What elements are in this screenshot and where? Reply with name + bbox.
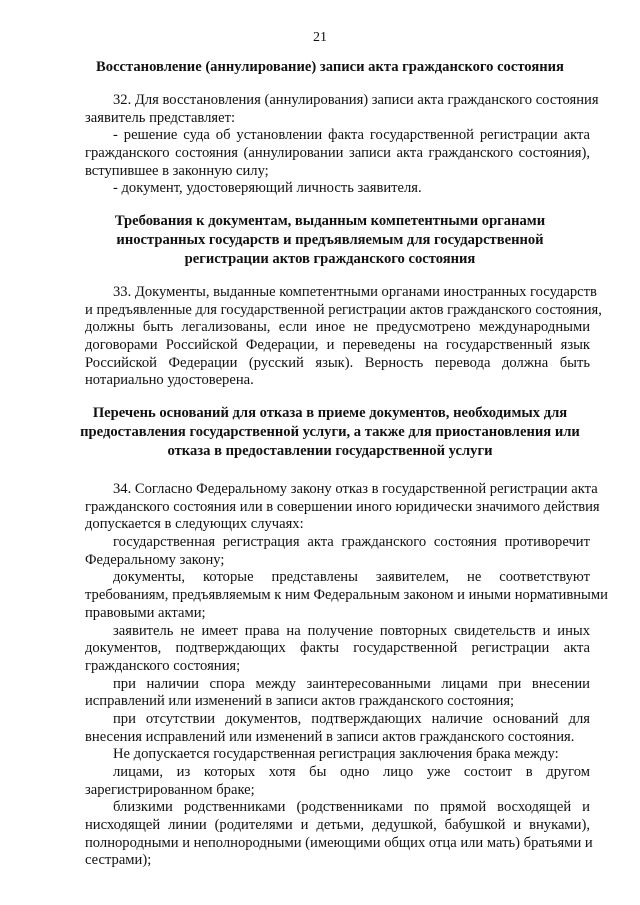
text-line: и предъявленные для государственной регистрации актов гражданского состояния, — [85, 301, 602, 318]
text-line: при наличии спора между заинтересованными лицами при внесении — [113, 675, 590, 692]
text-line: Перечень оснований для отказа в приеме документов, необходимых для — [92, 405, 568, 421]
text-line: Не допускается государственная регистрация заключения брака между: — [113, 746, 559, 763]
text-line: внесения исправлений или изменений в записи актов гражданского состояния. — [85, 728, 575, 745]
heading-refusal-grounds — [70, 404, 590, 461]
text-line: исправлений или изменений в записи актов гражданского состояния; — [85, 693, 515, 710]
text-line: сестрами); — [85, 852, 152, 869]
text-line: заявитель представляет: — [85, 109, 236, 126]
paragraph-34 — [85, 481, 608, 870]
text-line: регистрации актов гражданского состояния — [184, 251, 476, 267]
text-line: вступившее в законную силу; — [85, 162, 269, 179]
text-line: полнородными и неполнородными (имеющими общих отца или мать) братьями и — [85, 834, 593, 851]
text-line: документы, которые представлены заявителем, не соответствуют — [113, 569, 590, 586]
text-line: гражданского состояния (аннулировании записи акта гражданского состояния), — [85, 145, 590, 162]
text-line: гражданского состояния; — [85, 657, 241, 674]
text-line: документов, подтверждающих факты государственной регистрации акта — [85, 640, 590, 657]
text-line: при отсутствии документов, подтверждающих наличие оснований для — [113, 710, 590, 727]
page-number: 21 — [313, 30, 327, 45]
text-line: - документ, удостоверяющий личность заявителя. — [113, 180, 422, 197]
text-line: 34. Согласно Федеральному закону отказ в государственной регистрации акта — [113, 481, 598, 497]
text-line: Восстановление (аннулирование) записи акта гражданского состояния — [96, 59, 564, 75]
text-line: гражданского состояния или в совершении иного юридически значимого действия — [85, 498, 600, 515]
text-line: зарегистрированном браке; — [85, 781, 255, 798]
text-line: правовыми актами; — [85, 604, 206, 621]
text-line: Российской Федерации (русский язык). Верность перевода должна быть — [85, 354, 590, 371]
text-line: лицами, из которых хотя бы одно лицо уже состоит в другом — [113, 764, 590, 780]
text-line: нотариально удостоверена. — [85, 372, 254, 389]
text-line: требованиям, предъявляемым к ним Федеральным законом и иными нормативными — [85, 587, 608, 604]
text-line: близкими родственниками (родственниками по прямой восходящей и — [113, 799, 590, 816]
text-line: заявитель не имеет права на получение повторных свидетельств и иных — [113, 622, 590, 639]
text-line: 32. Для восстановления (аннулирования) записи акта гражданского состояния — [113, 92, 599, 108]
text-line: должны быть легализованы, если иное не предусмотрено международными — [85, 319, 590, 336]
text-line: отказа в предоставлении государственной услуги — [167, 443, 493, 459]
heading-document-requirements — [70, 212, 590, 269]
paragraph-33 — [85, 284, 602, 390]
text-line: 33. Документы, выданные компетентными органами иностранных государств — [113, 284, 597, 300]
heading-restoration — [70, 58, 590, 77]
text-line: иностранных государств и предъявляемым для государственной — [116, 232, 544, 248]
text-line: договорами Российской Федерации, и переведены на государственный язык — [85, 337, 590, 354]
text-line: государственная регистрация акта гражданского состояния противоречит — [113, 534, 590, 551]
text-line: допускается в следующих случаях: — [85, 516, 304, 533]
text-line: - решение суда об установлении факта государственной регистрации акта — [113, 127, 590, 144]
paragraph-32 — [85, 92, 599, 198]
text-line: предоставления государственной услуги, а также для приостановления или — [80, 424, 580, 440]
text-line: нисходящей линии (родителями и детьми, дедушкой, бабушкой и внуками), — [85, 817, 590, 834]
text-line: Федеральному закону; — [85, 551, 225, 568]
text-line: Требования к документам, выданным компетентными органами — [114, 213, 546, 229]
